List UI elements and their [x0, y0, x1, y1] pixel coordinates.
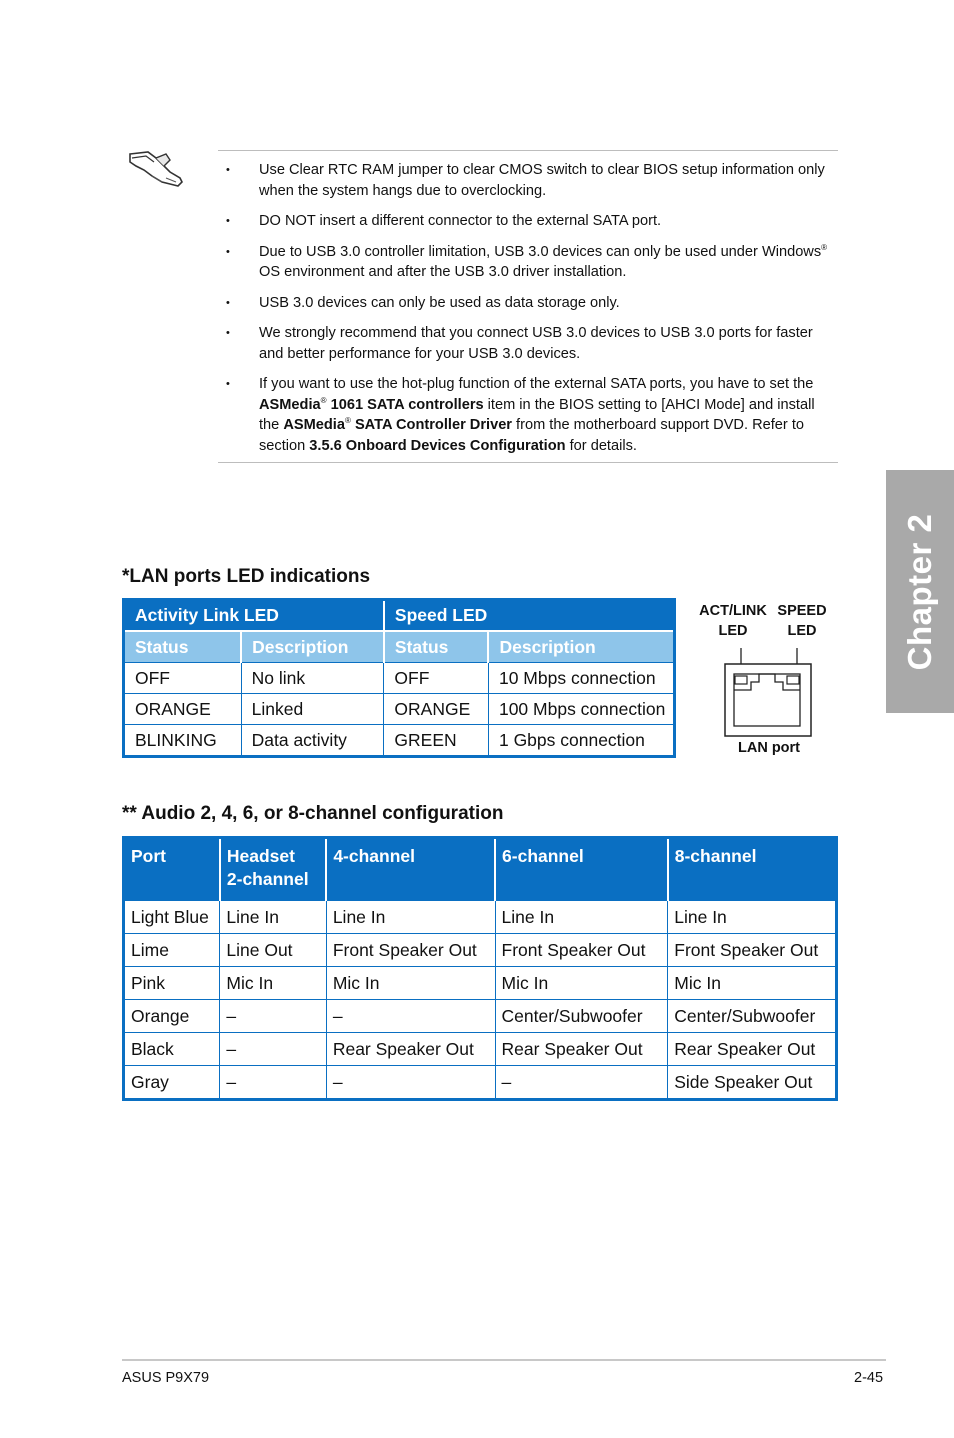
- table-cell: Data activity: [241, 725, 384, 757]
- table-cell: Line In: [668, 901, 837, 934]
- table-cell: Orange: [124, 1000, 220, 1033]
- audio-config-table: [122, 836, 838, 1101]
- note-text: DO NOT insert a different connector to the external SATA port.: [259, 213, 662, 229]
- note-text: ®: [320, 395, 327, 405]
- audio-header-row: [124, 838, 837, 901]
- header-text: 6-channel: [502, 846, 584, 866]
- audio-header-8ch: [668, 838, 837, 901]
- note-item: [218, 374, 838, 456]
- table-cell: Front Speaker Out: [326, 934, 495, 967]
- note-item: [218, 242, 838, 283]
- table-cell: Mic In: [326, 967, 495, 1000]
- footer-page-number: 2-45: [854, 1370, 884, 1386]
- table-cell: Light Blue: [124, 901, 220, 934]
- footer-divider: [122, 1359, 886, 1361]
- table-cell: OFF: [124, 663, 242, 694]
- note-item: [218, 160, 838, 201]
- table-cell: Mic In: [495, 967, 668, 1000]
- header-text: 4-channel: [333, 846, 416, 866]
- table-cell: –: [220, 1000, 326, 1033]
- table-cell: –: [495, 1066, 668, 1100]
- table-row: [124, 1000, 837, 1033]
- table-cell: –: [220, 1033, 326, 1066]
- audio-header-port: [124, 838, 220, 901]
- table-row: [124, 967, 837, 1000]
- table-cell: No link: [241, 663, 384, 694]
- header-text: Headset: [226, 846, 295, 866]
- table-cell: 100 Mbps connection: [488, 694, 674, 725]
- lan-port-diagram: [695, 600, 840, 765]
- note-text: Due to USB 3.0 controller limitation, USB 3.0 devices can only be used under Windows: [259, 243, 822, 260]
- note-text: item in the BIOS setting to [AHCI Mode] and install the: [259, 396, 815, 433]
- lan-heading: *LAN ports LED indications: [122, 566, 371, 587]
- table-cell: –: [326, 1000, 495, 1033]
- act-link-label-line2: LED: [718, 623, 748, 639]
- note-text: ®: [821, 242, 828, 252]
- table-cell: Side Speaker Out: [668, 1066, 837, 1100]
- chapter-tab: [886, 470, 954, 713]
- table-row: [124, 934, 837, 967]
- table-row: [124, 694, 675, 725]
- speed-led-header: Speed LED: [384, 600, 675, 632]
- table-cell: Rear Speaker Out: [668, 1033, 837, 1066]
- note-text: OS environment and after the USB 3.0 driver installation.: [259, 264, 627, 280]
- lan-sub-header: Status: [384, 631, 489, 663]
- note-text: USB 3.0 devices can only be used as data storage only.: [259, 294, 620, 311]
- header-text: 2-channel: [226, 869, 309, 889]
- table-cell: 1 Gbps connection: [488, 725, 674, 757]
- table-cell: Mic In: [220, 967, 326, 1000]
- table-cell: Line Out: [220, 934, 326, 967]
- table-cell: ORANGE: [124, 694, 242, 725]
- note-item: [218, 293, 838, 314]
- table-cell: Rear Speaker Out: [495, 1033, 668, 1066]
- act-link-label-line1: ACT/LINK: [699, 603, 767, 619]
- note-item: [218, 211, 838, 232]
- note-item: [218, 323, 838, 364]
- note-text: 3.5.6 Onboard Devices Configuration: [309, 437, 566, 454]
- table-cell: Front Speaker Out: [495, 934, 668, 967]
- lan-group-header-row: [124, 600, 675, 632]
- rj45-port-icon: [723, 646, 813, 738]
- activity-link-led-header: Activity Link LED: [124, 600, 384, 632]
- table-cell: Line In: [326, 901, 495, 934]
- table-cell: BLINKING: [124, 725, 242, 757]
- table-cell: Center/Subwoofer: [495, 1000, 668, 1033]
- bullet-icon: •: [226, 215, 230, 227]
- table-cell: Rear Speaker Out: [326, 1033, 495, 1066]
- lan-led-table: [122, 598, 676, 758]
- bullet-icon: •: [226, 164, 230, 176]
- speed-led-label: [771, 601, 833, 641]
- speed-label-line1: SPEED: [777, 603, 827, 619]
- lan-sub-header: Description: [241, 631, 384, 663]
- bullet-icon: •: [226, 296, 230, 309]
- table-cell: Gray: [124, 1066, 220, 1100]
- audio-header-headset: [220, 838, 326, 901]
- header-text: Port: [131, 846, 166, 866]
- table-cell: Black: [124, 1033, 220, 1066]
- note-text: SATA Controller Driver: [350, 417, 512, 433]
- speed-label-line2: LED: [787, 623, 817, 639]
- note-text: 1061 SATA controllers: [326, 396, 484, 413]
- table-cell: OFF: [384, 663, 489, 694]
- audio-header-6ch: [495, 838, 668, 901]
- note-text: ASMedia: [283, 417, 345, 433]
- bullet-icon: •: [226, 378, 230, 390]
- table-row: [124, 725, 675, 757]
- table-cell: Line In: [495, 901, 668, 934]
- note-list: [218, 160, 838, 466]
- audio-header-4ch: [326, 838, 495, 901]
- lan-port-label: LAN port: [737, 740, 800, 756]
- table-cell: Lime: [124, 934, 220, 967]
- bullet-icon: •: [226, 245, 230, 258]
- table-cell: GREEN: [384, 725, 489, 757]
- table-cell: ORANGE: [384, 694, 489, 725]
- note-text: ®: [344, 416, 351, 426]
- table-cell: Line In: [220, 901, 326, 934]
- table-row: [124, 1033, 837, 1066]
- table-cell: Front Speaker Out: [668, 934, 837, 967]
- table-row: [124, 901, 837, 934]
- note-text: for details.: [565, 437, 637, 454]
- table-cell: Center/Subwoofer: [668, 1000, 837, 1033]
- header-text: 8-channel: [674, 846, 757, 866]
- audio-heading: ** Audio 2, 4, 6, or 8-channel configuration: [122, 803, 504, 824]
- table-cell: 10 Mbps connection: [488, 663, 674, 694]
- lan-sub-header-row: [124, 631, 675, 663]
- note-text: We strongly recommend that you connect USB 3.0 devices to USB 3.0 ports for faster and better performance for your USB 3.0 devices.: [259, 325, 813, 362]
- note-text: Use Clear RTC RAM jumper to clear CMOS switch to clear BIOS setup information only when the system hangs due to overclocking.: [259, 162, 825, 199]
- table-cell: Mic In: [668, 967, 837, 1000]
- note-box: [218, 150, 838, 463]
- footer-product: ASUS P9X79: [122, 1370, 210, 1386]
- note-text: from the motherboard support DVD. Refer to section: [259, 417, 804, 454]
- table-cell: Pink: [124, 967, 220, 1000]
- note-text: ASMedia: [259, 396, 321, 413]
- table-cell: –: [220, 1066, 326, 1100]
- lan-sub-header: Status: [124, 631, 242, 663]
- table-cell: –: [326, 1066, 495, 1100]
- table-row: [124, 1066, 837, 1100]
- table-cell: Linked: [241, 694, 384, 725]
- bullet-icon: •: [226, 327, 230, 339]
- chapter-tab-label: Chapter 2: [901, 513, 938, 670]
- hand-pointing-icon: [126, 148, 184, 192]
- note-text: If you want to use the hot-plug function of the external SATA ports, you have to set the: [259, 376, 814, 392]
- lan-sub-header: Description: [488, 631, 674, 663]
- table-row: [124, 663, 675, 694]
- act-link-led-label: [695, 601, 771, 641]
